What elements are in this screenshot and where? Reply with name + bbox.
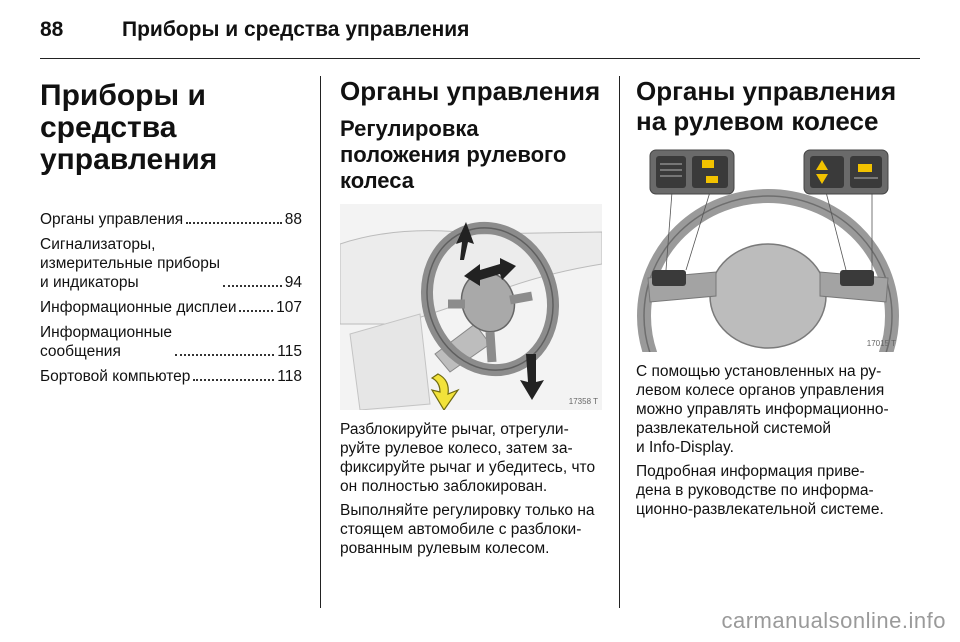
- toc-entry-page: 94: [284, 274, 302, 291]
- toc-leader-dots: [239, 310, 273, 312]
- watermark: carmanualsonline.info: [721, 608, 946, 633]
- toc-entry-text: Органы управления: [40, 211, 184, 228]
- page-number: 88: [40, 18, 64, 41]
- toc-entry-page: 118: [277, 368, 302, 385]
- toc-entry-text: Информационные дисплеи: [40, 299, 237, 316]
- toc-entry-text: Информационные сообщения: [40, 324, 173, 360]
- toc-leader-dots: [175, 354, 274, 356]
- toc-entry-page: 88: [284, 211, 302, 228]
- toc-entry[interactable]: [40, 367, 302, 386]
- toc-entry-page: 107: [276, 299, 302, 316]
- column-divider-2: [619, 76, 620, 608]
- toc-entry-text: Сигнализаторы, измерительные приборы и индикаторы: [40, 236, 221, 291]
- wheel-controls-figure: [636, 146, 900, 352]
- wheel-controls-column: [636, 76, 900, 524]
- toc-entry[interactable]: [40, 235, 302, 292]
- column-divider-1: [320, 76, 321, 608]
- toc-leader-dots: [193, 379, 274, 381]
- steering-adjust-illustration: [340, 204, 602, 410]
- page-header: [40, 8, 920, 52]
- steering-adjust-figure: [340, 204, 602, 410]
- toc-entry-text: Бортовой компьютер: [40, 368, 191, 385]
- body-paragraph: Подробная информация приве- дена в руководстве по информа- ционно-развлекательной системе.: [636, 463, 884, 518]
- section-title: Органы управления на рулевом колесе: [636, 76, 897, 136]
- toc-entry[interactable]: [40, 323, 302, 361]
- toc-entry-page: 115: [277, 343, 302, 360]
- chapter-column: [40, 76, 302, 392]
- body-paragraph: Разблокируйте рычаг, отрегули- руйте рулевое колесо, затем за- фиксируйте рычаг и убедитесь, что он полностью заблокирован.: [340, 421, 596, 495]
- table-of-contents: [40, 210, 302, 386]
- subsection-title: Регулировка положения рулевого колеса: [340, 116, 567, 193]
- toc-entry[interactable]: [40, 210, 302, 229]
- section-title: Органы управления: [340, 76, 601, 106]
- toc-entry[interactable]: [40, 298, 302, 317]
- toc-leader-dots: [186, 222, 282, 224]
- header-divider: [40, 58, 920, 59]
- figure-code: 17015 T: [866, 339, 896, 348]
- running-title: Приборы и средства управления: [122, 18, 470, 41]
- body-paragraph: Выполняйте регулировку только на стоящем автомобиле с разблоки- рованным рулевым колесом.: [340, 502, 595, 557]
- chapter-title: Приборы и средства управления: [40, 79, 218, 176]
- steering-adjust-column: [340, 76, 602, 563]
- body-paragraph: С помощью установленных на ру- левом колесе органов управления можно управлять информационно- развлекательной системой и Info-Display.: [636, 363, 889, 456]
- wheel-controls-illustration: [636, 146, 900, 352]
- toc-leader-dots: [223, 285, 282, 287]
- figure-code: 17358 T: [568, 397, 598, 406]
